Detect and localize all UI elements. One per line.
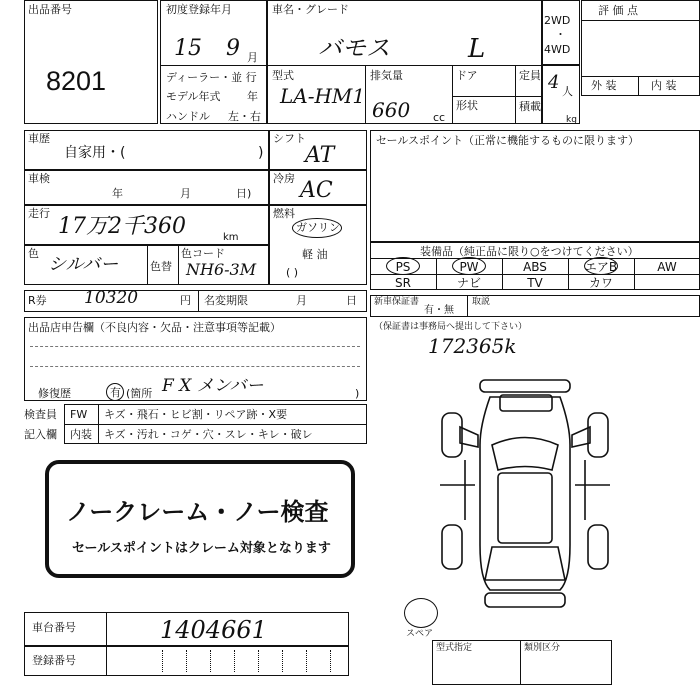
drive-4wd: 4WD <box>544 43 571 56</box>
model-label: 型式 <box>272 69 294 82</box>
chassis-hw: 1404661 <box>160 616 267 644</box>
fuel-diesel: 軽 油 <box>302 248 328 261</box>
inspection-month: 月 <box>180 187 191 200</box>
drive-2wd: 2WD <box>544 14 571 27</box>
shape-label: 形状 <box>456 99 478 112</box>
dealer-label: ディーラー・並 行 <box>166 71 257 84</box>
doors-label: ドア <box>456 69 478 82</box>
history-label: 車歴 <box>28 132 50 145</box>
spare-circle <box>404 598 438 628</box>
entry-label: 記入欄 <box>24 428 57 441</box>
load-label: 積載 <box>519 100 541 113</box>
fuel-label: 燃料 <box>273 207 295 220</box>
grade-hw: L <box>468 34 486 64</box>
capacity-label: 定員 <box>519 69 541 82</box>
displacement-unit: cc <box>433 111 446 124</box>
equipment-label: 装備品（純正品に限り○をつけてください） <box>420 245 639 258</box>
inspector-label: 検査員 <box>24 408 57 421</box>
registration-label: 登録番号 <box>32 654 76 667</box>
no-claim-title: ノークレーム・ノー検査 <box>66 498 329 526</box>
equipment-item: ABS <box>523 260 547 274</box>
history-value: 自家用・( <box>64 145 126 161</box>
inspection-year: 年 <box>112 187 123 200</box>
grade-ext: 外 装 <box>591 79 617 92</box>
checklist-row1-head: FW <box>70 408 88 421</box>
fuel-gasoline: ガソリン <box>296 221 340 234</box>
lot-number: 8201 <box>46 66 107 96</box>
warranty-note-hw: 172365k <box>428 334 517 358</box>
warranty-value: 有・無 <box>424 305 454 316</box>
aircon-hw: AC <box>300 178 333 203</box>
handle-label: ハンドル <box>166 110 210 123</box>
loadcap-box <box>542 65 580 124</box>
chassis-label: 車台番号 <box>32 621 76 634</box>
inspection-label: 車検 <box>28 172 50 185</box>
reg-year-hw: 15 <box>174 36 202 61</box>
equipment-item: エアB <box>584 260 618 274</box>
reg-label: 初度登録年月 <box>166 3 232 16</box>
equipment-item: カワ <box>588 276 613 290</box>
inspection-box <box>24 170 269 205</box>
shift-label: シフト <box>273 132 306 145</box>
notice-label: 出品店申告欄（不良内容・欠品・注意事項等記載） <box>28 321 281 334</box>
warranty-box <box>370 295 700 317</box>
repair-close: ) <box>355 387 360 400</box>
model-year-unit: 年 <box>247 90 258 103</box>
capacity-unit: 人 <box>562 85 573 98</box>
displacement-label: 排気量 <box>370 69 403 82</box>
color-hw: シルバー <box>48 254 119 275</box>
repair-part: (箇所 <box>126 387 153 400</box>
lot-label: 出品番号 <box>28 3 72 16</box>
color-code-label: 色コード <box>181 247 225 260</box>
grade-int: 内 装 <box>651 79 677 92</box>
spare-label: スペア <box>406 629 434 639</box>
color-label: 色 <box>28 247 39 260</box>
fuel-paren: ( ) <box>286 266 299 279</box>
name-change-month: 月 <box>296 294 307 307</box>
history-close: ) <box>258 145 264 161</box>
recycle-hw: 10320 <box>84 288 139 308</box>
carname-label: 車名・グレード <box>272 3 349 16</box>
checklist-row1: キズ・飛石・ヒビ割・リペア跡・X要 <box>104 408 288 421</box>
carname-hw: バモス <box>318 34 390 62</box>
aircon-label: 冷房 <box>273 172 295 185</box>
warranty-note-label: （保証書は事務局へ提出して下さい） <box>374 322 528 332</box>
reg-month-hw: 9 <box>226 36 240 61</box>
equipment-item: ナビ <box>456 276 481 290</box>
model-hw: LA-HM1 <box>280 84 366 108</box>
recycle-box <box>24 290 367 312</box>
name-change-day: 日 <box>346 294 357 307</box>
color-change: 色替 <box>150 260 172 273</box>
car-damage-diagram <box>420 375 620 615</box>
capacity-hw: 4 <box>548 72 560 93</box>
color-code-hw: NH6-3M <box>186 260 257 279</box>
recycle-unit: 円 <box>180 294 191 307</box>
typespec-label: 型式指定 <box>436 643 473 653</box>
repair-yes: 有 <box>110 386 121 399</box>
grade-label: 評 価 点 <box>598 4 638 17</box>
mileage-label: 走行 <box>28 207 50 220</box>
equipment-item: AW <box>657 260 677 274</box>
model-year-label: モデル年式 <box>166 90 221 103</box>
repair-hw: F X メンバー <box>162 376 264 396</box>
shift-hw: AT <box>305 143 335 168</box>
sales-label: セールスポイント（正常に機能するものに限ります） <box>376 134 640 147</box>
checklist-row2-head: 内装 <box>70 428 92 441</box>
recycle-label: R券 <box>28 294 47 307</box>
checklist-row2: キズ・汚れ・コゲ・穴・スレ・キレ・破レ <box>104 428 313 441</box>
load-unit: kg <box>566 115 577 125</box>
history-box <box>24 130 269 170</box>
displacement-hw: 660 <box>372 98 411 122</box>
repair-label: 修復歴 <box>38 387 71 400</box>
no-claim-sub: セールスポイントはクレーム対象となります <box>72 541 331 556</box>
equipment-item: SR <box>395 276 411 290</box>
lot-box <box>24 0 158 124</box>
drive-dot: ・ <box>555 28 566 41</box>
mileage-unit: km <box>223 232 239 243</box>
mileage-hw: 17万2千360 <box>58 214 186 239</box>
class-label: 類別区分 <box>524 643 561 653</box>
booklet-label: 取説 <box>472 297 491 307</box>
equipment-item: PW <box>459 260 479 274</box>
warranty-label: 新車保証書 <box>374 297 420 307</box>
reg-month-unit: 月 <box>247 51 258 64</box>
equipment-item: TV <box>527 276 543 290</box>
equipment-item: PS <box>395 260 411 274</box>
name-change-label: 名変期限 <box>204 294 248 307</box>
handle-lr: 左・右 <box>228 110 261 123</box>
inspection-day: 日) <box>236 187 252 200</box>
